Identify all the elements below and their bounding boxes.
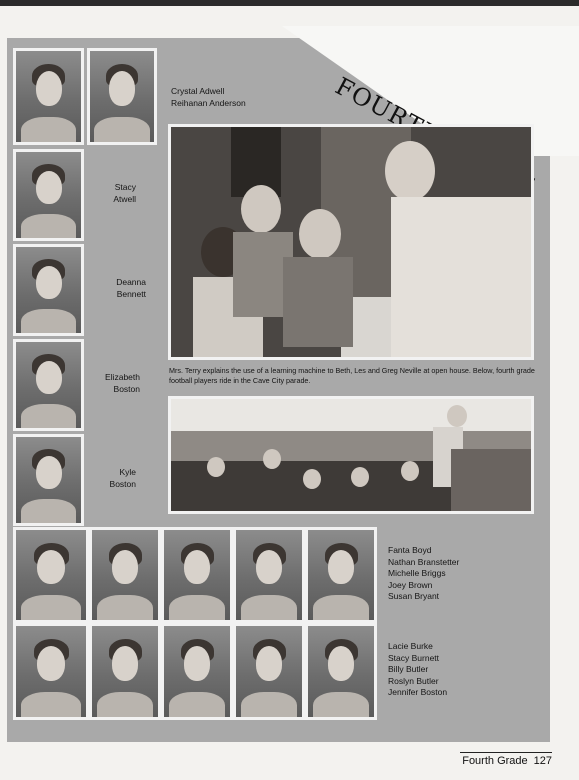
first-name: Elizabeth [105,372,140,382]
portrait-row1-1 [13,527,89,623]
page-title: FOURTH [330,72,448,152]
portrait-stacy-atwell [13,149,84,241]
portrait-row1-3 [161,527,233,623]
classroom-photo [168,124,534,360]
portrait-deanna-bennett [13,244,84,336]
portrait-reihanan-anderson [87,48,157,145]
portrait-kyle-boston [13,434,84,526]
name-row2-1: Lacie Burke [388,641,433,651]
name-row2-4: Roslyn Butler [388,675,439,686]
name-row2-3: Billy Butler [388,664,429,674]
portrait-row1-4 [233,527,305,623]
portrait-crystal-adwell [13,48,84,145]
portrait-row2-5 [305,623,377,720]
row2-names [388,641,447,699]
left-label-4 [100,467,136,490]
footer-section: Fourth Grade [462,755,528,767]
photo-caption: Mrs. Terry explains the use of a learning machine to Beth, Les and Greg Neville at open house. Below, fourth grade football players ride in the Cave City parade. [169,366,535,385]
first-name: Kyle [119,467,136,477]
row1-names [388,545,459,603]
page-edge [0,0,579,6]
name-row1-4: Joey Brown [388,579,433,590]
portrait-row1-2 [89,527,161,623]
name-line-1: Crystal Adwell [171,86,225,96]
portrait-row2-4 [233,623,305,720]
name-row2-5: Jennifer Boston [388,687,448,697]
name-row1-2: Nathan Branstetter [388,556,460,567]
name-row1-3: Michelle Briggs [388,568,446,578]
page-number: 127 [533,755,552,767]
portrait-row2-2 [89,623,161,720]
name-row1-5: Susan Bryant [388,591,440,601]
page-footer [460,752,552,767]
name-row1-1: Fanta Boyd [388,545,432,555]
left-label-2 [100,277,146,300]
portrait-elizabeth-boston [13,339,84,431]
parade-photo [168,396,534,514]
last-name: Boston [109,478,136,489]
first-name: Deanna [116,277,146,287]
last-name: Boston [113,383,140,394]
portrait-row2-1 [13,623,89,720]
name-row2-2: Stacy Burnett [388,652,440,663]
top-names [171,86,246,109]
name-line-2: Reihanan Anderson [171,97,246,108]
left-label-3 [100,372,140,395]
last-name: Bennett [116,288,146,299]
left-label-1 [100,182,136,205]
last-name: Atwell [113,193,136,204]
portrait-row2-3 [161,623,233,720]
portrait-row1-5 [305,527,377,623]
first-name: Stacy [114,182,136,192]
